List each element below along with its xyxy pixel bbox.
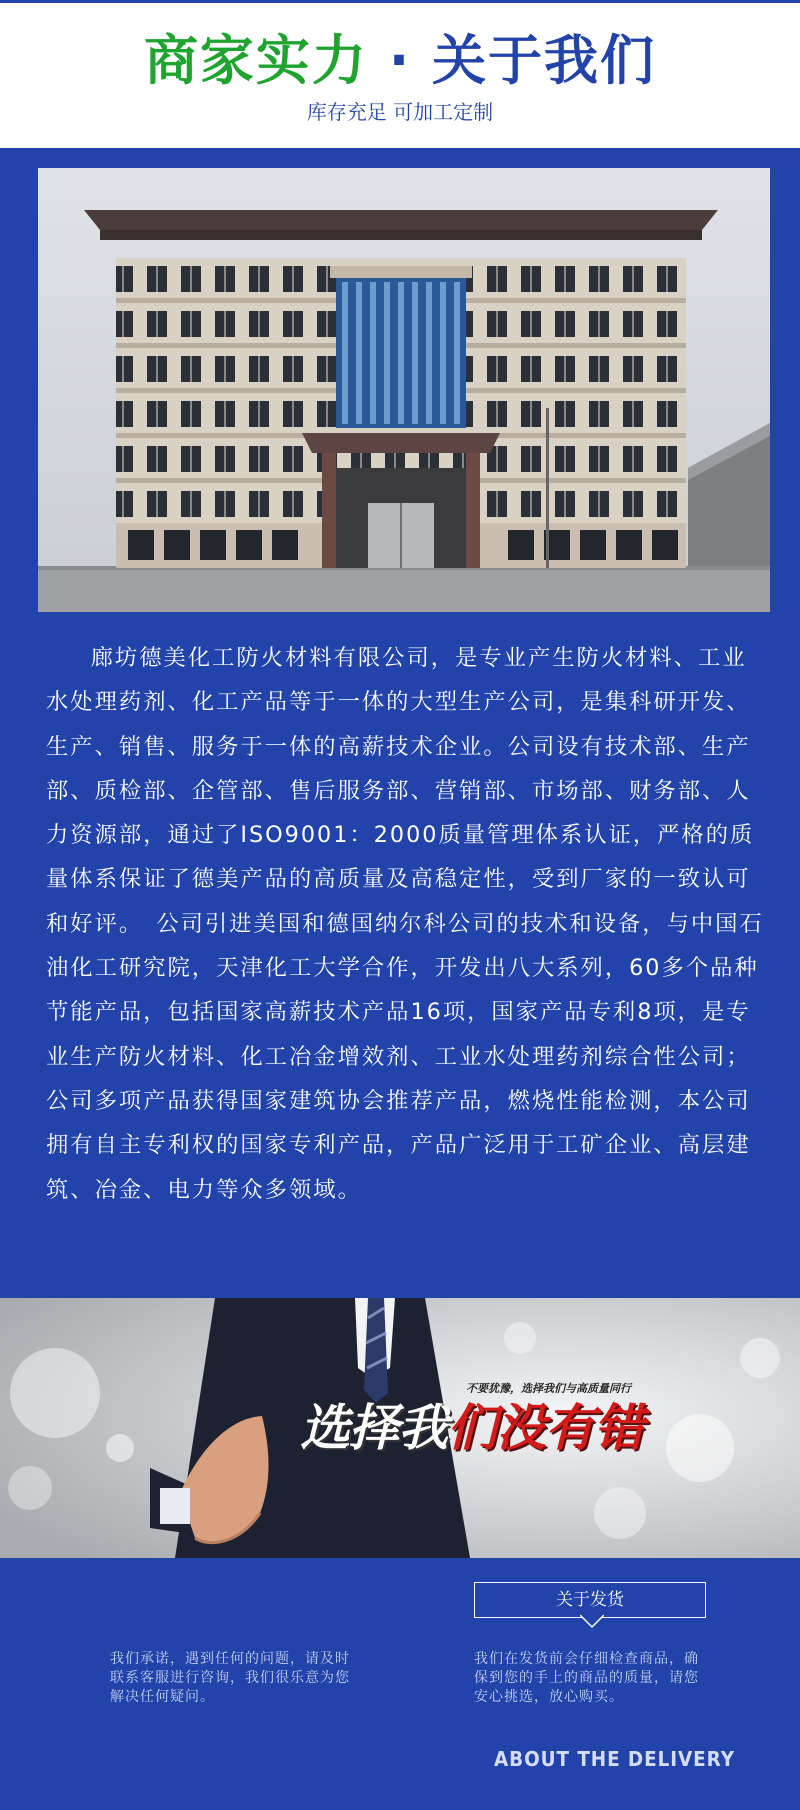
company-description: 廊坊德美化工防火材料有限公司，是专业产生防火材料、工业水处理药剂、化工产品等于一体的大型生产公司，是集科研开发、生产、销售、服务于一体的高薪技术企业。公司设有技术部、生产部、质检部、企管部、售后服务部、营销部、市场部、财务部、人力资源部，通过了ISO9001：2000质量管理体系认证，严格的质量体系保证了德美产品的高质量及高稳定性，受到厂家的一致认可和好评。 公司引进美国和德国纳尔科公司的技术和设备，与中国石油化工研究院，天津化工大学合作，开发出八大系列，60多个品种节能产品，包括国家高薪技术产品16项，国家产品专利8项，是专业生产防火材料、化工冶金增效剂、工业水处理药剂综合性公司；公司多项产品获得国家建筑协会推荐产品，燃烧性能检测，本公司拥有自主专利权的国家专利产品，产品广泛用于工矿企业、高层建筑、冶金、电力等众多领域。: [46, 645, 764, 1203]
title-about-us: 关于我们: [432, 29, 657, 92]
header: [0, 0, 800, 148]
title-dot: ·: [367, 29, 433, 92]
page-title: [0, 18, 800, 95]
banner-slogan: [300, 1388, 643, 1460]
slogan-white-text: 选择我: [300, 1399, 447, 1457]
title-strength: 商家实力: [143, 29, 368, 92]
company-building-photo: [38, 168, 770, 612]
quality-check-text: 我们在发货前会仔细检查商品，确保到您的手上的商品的质量，请您安心挑选，放心购买。: [474, 1651, 699, 1705]
banner-tagline: 不要犹豫，选择我们与高质量同行: [466, 1382, 631, 1395]
slogan-red-text: 们没有错: [447, 1399, 643, 1457]
about-shipping-box: 关于发货: [474, 1582, 706, 1618]
top-divider: [0, 0, 800, 3]
about-delivery-label: ABOUT THE DELIVERY: [494, 1747, 736, 1771]
promise-text: 我们承诺，遇到任何的问题，请及时联系客服进行咨询，我们很乐意为您解决任何疑问。: [110, 1651, 350, 1705]
chevron-down-icon: [580, 1615, 604, 1629]
page-subtitle: 库存充足 可加工定制: [306, 100, 494, 124]
building-illustration: [38, 168, 770, 612]
